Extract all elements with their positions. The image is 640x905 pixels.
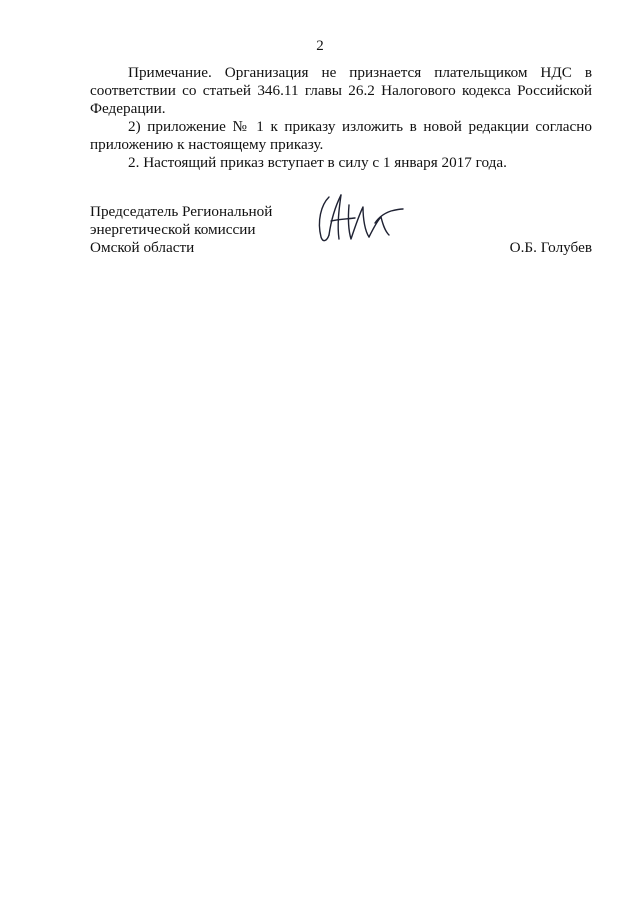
document-body — [90, 64, 592, 172]
page-number: 2 — [316, 38, 324, 54]
signer-name: О.Б. Голубев — [509, 239, 592, 256]
handwritten-signature — [315, 191, 405, 247]
signer-title — [90, 203, 310, 257]
appendix-paragraph: 2) приложение № 1 к приказу изложить в новой редакции согласно приложению к настоящему приказу. — [90, 118, 592, 153]
effective-date-paragraph: 2. Настоящий приказ вступает в силу с 1 января 2017 года. — [128, 154, 507, 171]
signer-title-line: Председатель Региональной — [90, 203, 273, 220]
signer-title-line: Омской области — [90, 239, 195, 256]
signature-block — [90, 203, 592, 263]
signer-title-line: энергетической комиссии — [90, 221, 256, 238]
note-paragraph: Примечание. Организация не признается плательщиком НДС в соответствии со статьей 346.11 главы 26.2 Налогового кодекса Российской Федерации. — [90, 64, 592, 117]
